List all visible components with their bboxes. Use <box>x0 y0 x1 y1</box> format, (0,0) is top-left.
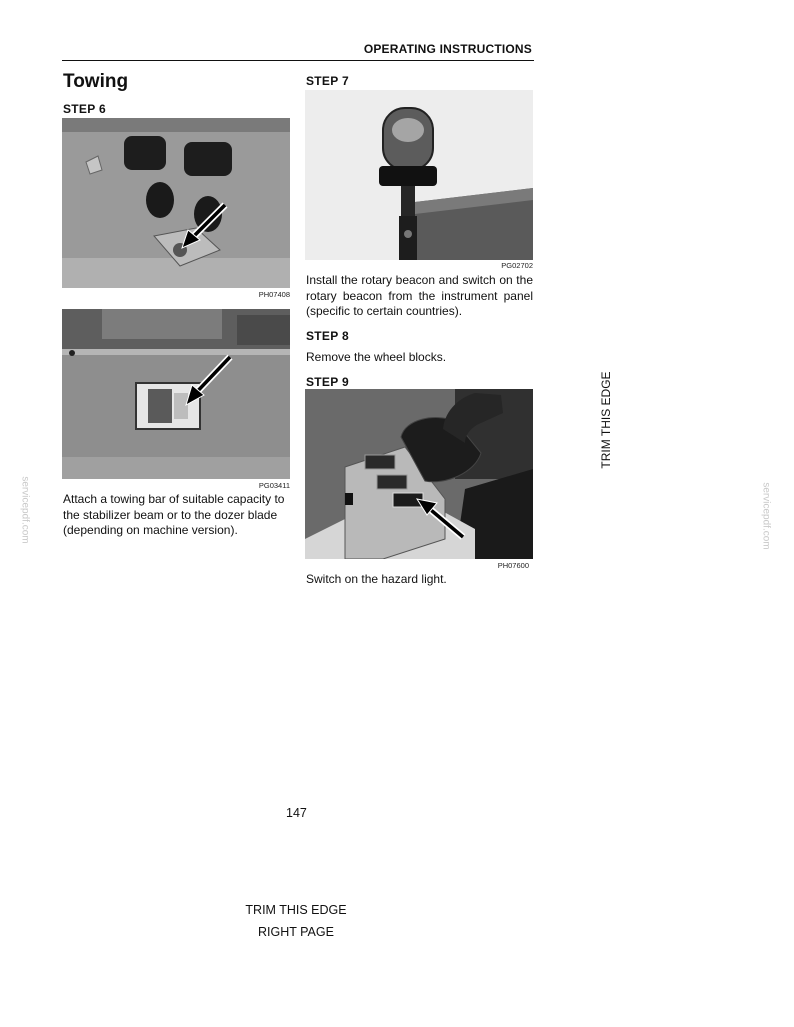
header-rule <box>62 60 534 61</box>
step6-fig2-id: PG03411 <box>258 481 290 490</box>
section-title: Towing <box>63 71 129 92</box>
step8-heading: STEP 8 <box>306 329 349 343</box>
running-header: OPERATING INSTRUCTIONS <box>363 42 532 56</box>
page-number: 147 <box>286 806 307 820</box>
step7-photo-rotary-beacon <box>305 90 533 260</box>
step6-fig1-id: PH07408 <box>258 290 290 299</box>
right-page-label: RIGHT PAGE <box>258 925 334 939</box>
step6-heading: STEP 6 <box>63 102 106 116</box>
step9-photo-hazard-switch <box>305 389 533 559</box>
trim-edge-bottom: TRIM THIS EDGE <box>245 903 347 917</box>
step9-heading: STEP 9 <box>306 375 349 389</box>
watermark-right-text: servicepdf.com <box>760 482 772 550</box>
trim-edge-side-text: TRIM THIS EDGE <box>599 371 613 469</box>
step6-photo-stabilizer-beam <box>62 309 290 479</box>
step7-heading: STEP 7 <box>306 74 349 88</box>
watermark-left-text: servicepdf.com <box>19 476 31 544</box>
step7-fig-id: PG02702 <box>501 261 533 270</box>
step9-fig-id: PH07600 <box>497 561 529 570</box>
step9-text: Switch on the hazard light. <box>306 572 447 586</box>
step7-text: Install the rotary beacon and switch on the rotary beacon from the instrument panel (specific to certain countries). <box>306 273 533 318</box>
step6-photo-towing-hook <box>62 118 290 288</box>
step8-text: Remove the wheel blocks. <box>306 350 447 364</box>
step6-text: Attach a towing bar of suitable capacity to the stabilizer beam or to the dozer blade (depending on machine version). <box>63 492 285 537</box>
